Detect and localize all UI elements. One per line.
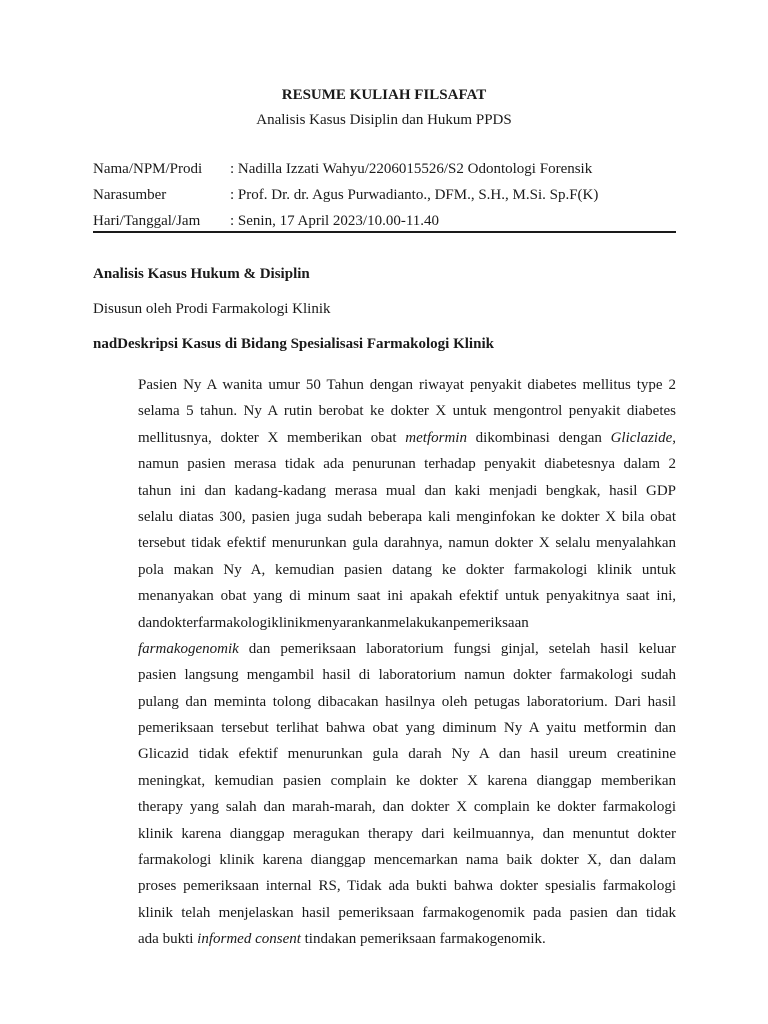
paragraph-line: Glicazid tidak efektif menurunkan gula darah Ny A dan hasil ureum creatinine: [138, 746, 676, 763]
paragraph-line: pulang dan meminta tolong dibacakan hasilnya oleh petugas laboratorium. Dari hasil: [138, 693, 676, 710]
paragraph-line: selalu diatas 300, pasien juga sudah beberapa kali menginfokan ke dokter X bila obat: [138, 508, 676, 525]
paragraph-line: namun pasien merasa tidak ada penurunan terhadap penyakit diabetesnya dalam 2: [138, 456, 676, 473]
info-label: Hari/Tanggal/Jam: [93, 213, 201, 229]
case-heading: nadDeskripsi Kasus di Bidang Spesialisasi Farmakologi Klinik: [93, 336, 494, 352]
paragraph-line: dandokterfarmakologiklinikmenyarankanmelakukanpemeriksaan: [138, 614, 529, 631]
paragraph-line: menanyakan obat yang di minum saat ini apakah efektif untuk penyakitnya saat ini,: [138, 588, 676, 605]
paragraph-line: farmakogenomik dan pemeriksaan laboratorium fungsi ginjal, setelah hasil keluar: [138, 640, 677, 657]
header-divider: [93, 231, 676, 233]
info-value: : Prof. Dr. dr. Agus Purwadianto., DFM., S.H., M.Si. Sp.F(K): [230, 187, 599, 203]
paragraph-line: meningkat, kemudian pasien complain ke dokter X karena dianggap memberikan: [138, 772, 676, 789]
document-subtitle: Analisis Kasus Disiplin dan Hukum PPDS: [256, 112, 512, 128]
info-value: : Nadilla Izzati Wahyu/2206015526/S2 Odontologi Forensik: [230, 161, 593, 177]
author-line: Disusun oleh Prodi Farmakologi Klinik: [93, 301, 331, 317]
paragraph-line: farmakologi klinik karena dianggap mencemarkan nama baik dokter X, dan dalam: [138, 852, 676, 869]
paragraph-line: klinik karena dianggap meragukan therapy dari keilmuannya, dan menuntut dokter: [138, 825, 676, 842]
info-row-name: [93, 161, 676, 187]
document-title: RESUME KULIAH FILSAFAT: [281, 87, 487, 103]
paragraph-line: ada bukti informed consent tindakan pemeriksaan farmakogenomik.: [138, 931, 546, 948]
paragraph-line: klinik telah menjelaskan hasil pemeriksaan farmakogenomik pada pasien dan tidak: [138, 904, 676, 921]
paragraph-line: tersebut tidak efektif menurunkan gula darahnya, namun dokter X selalu menyalahkan: [138, 535, 676, 552]
paragraph-line: selama 5 tahun. Ny A rutin berobat ke dokter X untuk mengontrol penyakit diabetes: [138, 403, 676, 420]
paragraph-line: proses pemeriksaan internal RS, Tidak ada bukti bahwa dokter spesialis farmakologi: [138, 878, 676, 895]
paragraph-line: pemeriksaan tersebut terlihat bahwa obat yang diminum Ny A yaitu metformin dan: [138, 720, 676, 737]
info-label: Narasumber: [93, 187, 167, 203]
info-value: : Senin, 17 April 2023/10.00-11.40: [230, 213, 440, 229]
section-heading: Analisis Kasus Hukum & Disiplin: [93, 266, 310, 282]
info-label: Nama/NPM/Prodi: [93, 161, 203, 177]
info-table: [93, 161, 676, 239]
paragraph-line: Pasien Ny A wanita umur 50 Tahun dengan riwayat penyakit diabetes mellitus type 2: [138, 377, 676, 393]
case-paragraph: [138, 372, 676, 953]
paragraph-line: pasien langsung mengambil hasil di laboratorium namun dokter farmakologi sudah: [138, 667, 676, 684]
paragraph-line: pola makan Ny A, kemudian pasien datang ke dokter farmakologi klinik untuk: [138, 561, 676, 578]
paragraph-line: tahun ini dan kadang-kadang merasa mual dan kaki menjadi bengkak, hasil GDP: [138, 482, 676, 499]
paragraph-line: therapy yang salah dan marah-marah, dan dokter X complain ke dokter farmakologi: [138, 799, 676, 816]
info-row-speaker: [93, 187, 676, 213]
paragraph-line: mellitusnya, dokter X memberikan obat metformin dikombinasi dengan Gliclazide,: [138, 429, 676, 446]
info-row-date: [93, 213, 676, 239]
